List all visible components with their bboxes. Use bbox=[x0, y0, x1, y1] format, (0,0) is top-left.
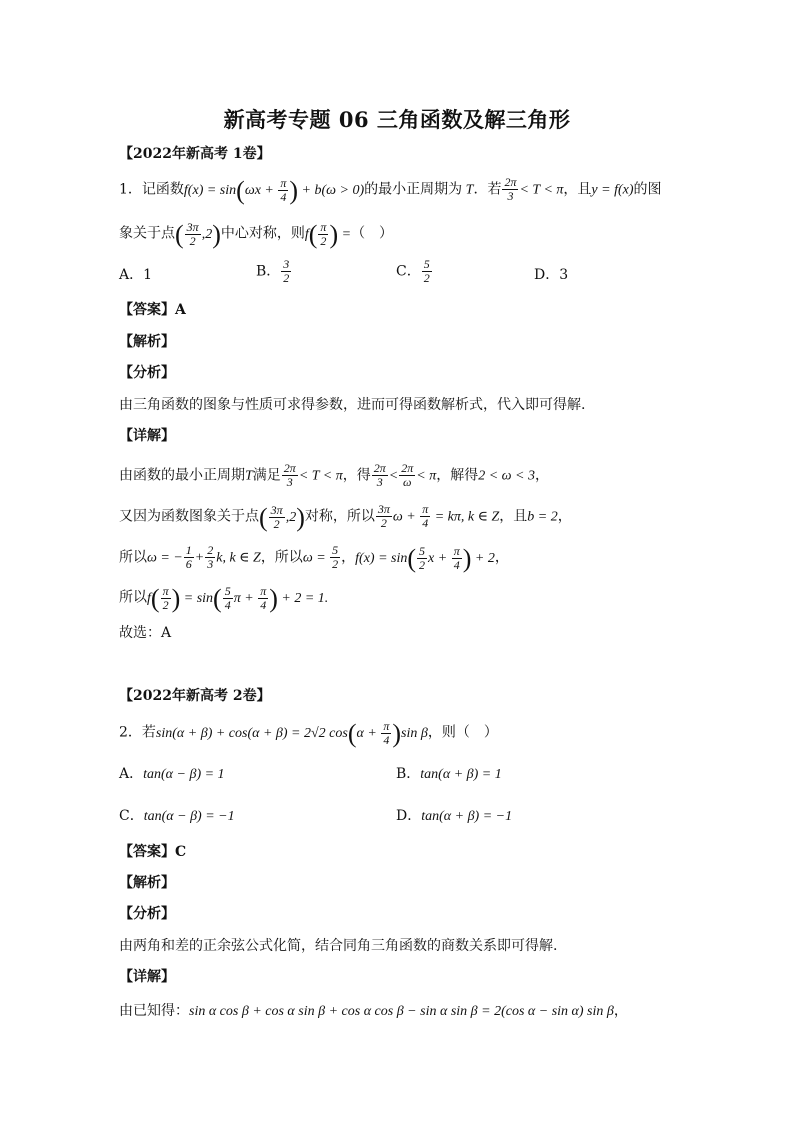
q2-detail-label: 【详解】 bbox=[119, 969, 175, 985]
q2-analysis-label: 【解析】 bbox=[119, 875, 175, 891]
q1-option-d: D．3 bbox=[534, 267, 569, 283]
q1-fenxi-text: 由三角函数的图象与性质可求得参数，进而可得函数解析式，代入即可得解. bbox=[119, 397, 586, 413]
q1-answer: 【答案】A bbox=[119, 302, 186, 318]
q1-detail-line1: 由函数的最小正周期T满足 $\frac{2\pi}{3}$ < T < π，得 $\frac{2\pi}{3}$ < $\frac{2\pi}{\omega}$ < π，解得2 < ω < 3， bbox=[119, 461, 549, 489]
q2-fenxi-label: 【分析】 bbox=[119, 906, 175, 922]
q1-fenxi-label: 【分析】 bbox=[119, 365, 175, 381]
q2-option-d: D．tan(α + β) = −1 bbox=[396, 808, 513, 824]
q1-stem-line1: 1．记函数f(x) = sin(ωx + $\frac{\pi}{4}$ ) + b(ω > 0)的最小正周期为 T．若 $\frac{2\pi}{3}$ < T < π，且y = f(x)的图 bbox=[119, 175, 662, 205]
q2-option-b: B．tan(α + β) = 1 bbox=[396, 766, 502, 782]
q1-inequality: $\frac{2\pi}{3}$ bbox=[504, 175, 517, 203]
q1-stem-text: 的最小正周期为 bbox=[364, 181, 463, 198]
q1-conclusion: 故选：A bbox=[119, 625, 172, 641]
q1-function-formula: f(x) = sin(ωx + $\frac{\pi}{4}$ ) + b(ω > 0) bbox=[183, 175, 365, 205]
q1-stem-label: 1．记函数 bbox=[119, 181, 184, 198]
q1-analysis-label: 【解析】 bbox=[119, 334, 175, 350]
q2-answer: 【答案】C bbox=[119, 844, 187, 860]
q1-option-c: C． $\frac{5}{2}$ bbox=[396, 257, 430, 285]
q1-detail-line4: 所以f( $\frac{\pi}{2}$ ) = sin( $\frac{5}{4}$ π + $\frac{\pi}{4}$ ) + 2 = 1. bbox=[119, 583, 329, 613]
q1-option-a: A．1 bbox=[119, 267, 153, 283]
q2-source: 【2022年新高考 2卷】 bbox=[119, 688, 271, 704]
q1-stem-line2: 象关于点( $\frac{3\pi}{2}$ ,2)中心对称，则f( $\frac{\pi}{2}$ ) =（ ） bbox=[119, 219, 394, 249]
q1-detail-line2: 又因为函数图象关于点( $\frac{3\pi}{2}$ ,2)对称，所以 $\frac{3\pi}{2}$ ω + $\frac{\pi}{4}$ = kπ, k ∈ Z，且b = 2， bbox=[119, 502, 572, 532]
q2-option-a: A．tan(α − β) = 1 bbox=[119, 766, 225, 782]
q1-detail-line3: 所以ω = − $\frac{1}{6}$ + $\frac{2}{3}$ k, k ∈ Z，所以ω = $\frac{5}{2}$ ，f(x) = sin( $\frac{5}{2}$ x + $\frac{\pi}{4}$ ) + 2， bbox=[119, 543, 509, 573]
q1-source: 【2022年新高考 1卷】 bbox=[119, 146, 271, 162]
q2-stem: 2．若sin(α + β) + cos(α + β) = 2√2 cos(α + $\frac{\pi}{4}$ )sin β，则（ ） bbox=[119, 718, 498, 748]
q2-option-c: C．tan(α − β) = −1 bbox=[119, 808, 235, 824]
q2-fenxi-text: 由两角和差的正余弦公式化简，结合同角三角函数的商数关系即可得解. bbox=[119, 938, 558, 954]
q1-detail-label: 【详解】 bbox=[119, 428, 175, 444]
page-title: 新高考专题 06 三角函数及解三角形 bbox=[223, 107, 571, 132]
q1-option-b: B． $\frac{3}{2}$ bbox=[256, 257, 290, 285]
q2-detail-line1: 由已知得：sin α cos β + cos α sin β + cos α cos β − sin α sin β = 2(cos α − sin α) sin β， bbox=[119, 1003, 628, 1019]
